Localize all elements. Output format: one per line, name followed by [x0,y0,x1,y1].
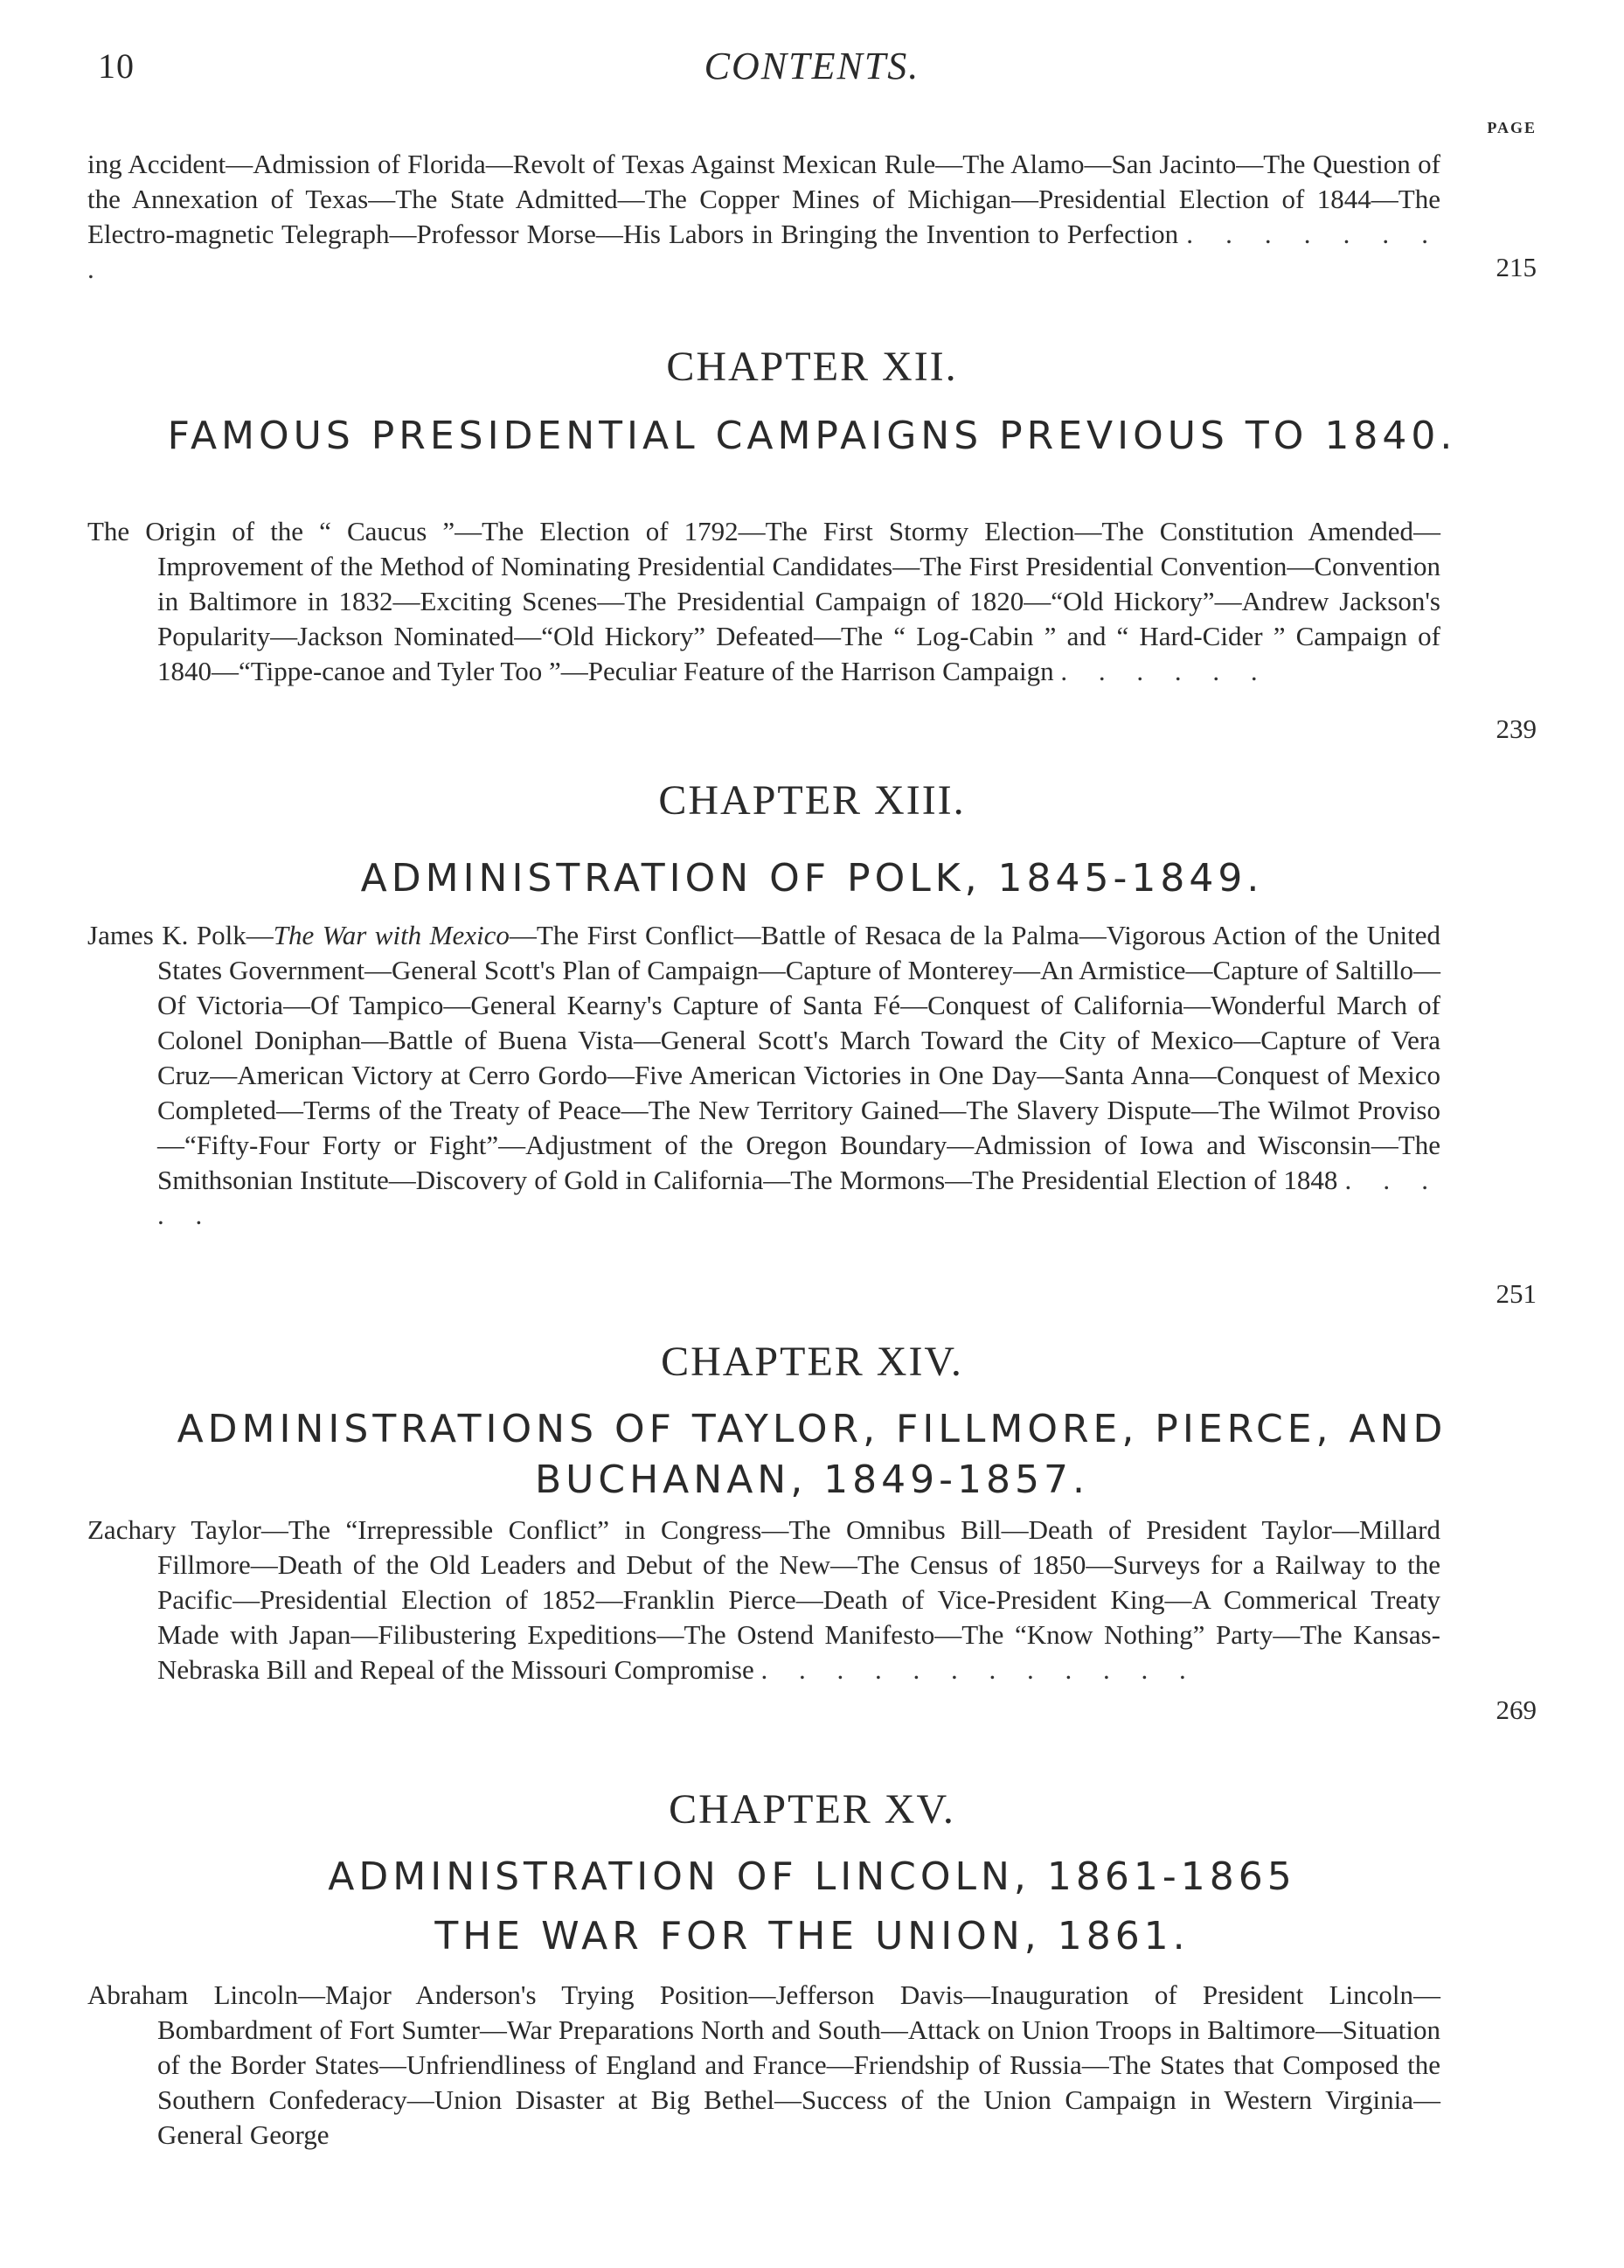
entry-summary: The Origin of the “ Caucus ”—The Election of 1792—The First Stormy Election—The Constitution Amended—Improvement of the Method of Nominating Presidential Candidates—The First Presidential Convention—Convention in Baltimore in 1832—Exciting Scenes—The Presidential Campaign of 1820—“Old Hickory”—Andrew Jackson's Popularity—Jackson Nominated—“Old Hickory” Defeated—The “ Log-Cabin ” and “ Hard-Cider ” Campaign of 1840—“Tippe-canoe and Tyler Too ”—Peculiar Feature of the Harrison Campaign [87,516,1440,686]
chapter-title: FAMOUS PRESIDENTIAL CAMPAIGNS PREVIOUS TO 1840. [167,414,1457,458]
chapter-title: ADMINISTRATION OF POLK, 1845-1849. [360,856,1264,901]
page-number: 10 [98,46,135,86]
chapter-subtitle: THE WAR FOR THE UNION, 1861. [434,1914,1190,1958]
chapter-heading: CHAPTER XII. [666,344,958,390]
chapter-title: ADMINISTRATION OF LINCOLN, 1861-1865 [328,1854,1296,1899]
dot-leaders: . . . . . . [1060,656,1270,686]
carry-over-entry [87,147,1537,287]
chapter-heading: CHAPTER XIV. [661,1339,963,1385]
entry-page-ref: 215 [1496,252,1537,282]
entry-summary: —The First Conflict—Battle of Resaca de la Palma—Vigorous Action of the United States Government—General Scott's Plan of Campaign—Capture of Monterey—An Armistice—Capture of Saltillo—Of Victoria—Of Tampico—General Kearny's Capture of Santa Fé—Conquest of California—Wonderful March of Colonel Doniphan—Battle of Buena Vista—General Scott's March Toward the City of Mexico—Capture of Vera Cruz—American Victory at Cerro Gordo—Five American Victories in One Day—Santa Anna—Conquest of Mexico Completed—Terms of the Treaty of Peace—The New Territory Gained—The Slavery Dispute—The Wilmot Proviso—“Fifty-Four Forty or Fight”—Adjustment of the Oregon Boundary—Admission of Iowa and Wisconsin—The Smithsonian Institute—Discovery of Gold in California—The Mormons—The Presidential Election of 1848 [157,920,1441,1195]
entry-summary-italic: The War with Mexico [273,920,510,950]
page-column-label: PAGE [1487,119,1537,136]
entry-summary: Zachary Taylor—The “Irrepressible Conflict” in Congress—The Omnibus Bill—Death of President Taylor—Millard Fillmore—Death of the Old Leaders and Debut of the New—The Census of 1850—Surveys for a Railway to the Pacific—Presidential Election of 1852—Franklin Pierce—Death of Vice-President King—A Commerical Treaty Made with Japan—Filibustering Expeditions—The Ostend Manifesto—The “Know Nothing” Party—The Kansas-Nebraska Bill and Repeal of the Missouri Compromise [87,1514,1440,1685]
entry-page-ref: 239 [1496,713,1537,744]
chapter-title: ADMINISTRATIONS OF TAYLOR, FILLMORE, PIERCE, AND BUCHANAN, 1849-1857. [177,1407,1447,1502]
chapter-entry [87,1513,1537,1725]
chapter-entry [87,918,1537,1309]
chapter-heading: CHAPTER XIII. [658,777,966,824]
dot-leaders: . . . . . . . . [87,219,1441,284]
chapter-entry [87,1978,1537,2153]
entry-summary: ing Accident—Admission of Florida—Revolt of Texas Against Mexican Rule—The Alamo—San Jacinto—The Question of the Annexation of Texas—The State Admitted—The Copper Mines of Michigan—Presidential Election of 1844—The Electro-magnetic Telegraph—Professor Morse—His Labors in Bringing the Invention to Perfection [87,149,1440,249]
entry-page-ref: 269 [1496,1694,1537,1725]
chapter-entry [87,514,1537,744]
running-head: CONTENTS. [704,45,920,87]
chapter-heading: CHAPTER XV. [669,1786,955,1833]
entry-summary: Abraham Lincoln—Major Anderson's Trying Position—Jefferson Davis—Inauguration of President Lincoln—Bombardment of Fort Sumter—War Preparations North and South—Attack on Union Troops in Baltimore—Situation of the Border States—Unfriendliness of England and France—Friendship of Russia—The States that Composed the Southern Confederacy—Union Disaster at Big Bethel—Success of the Union Campaign in Western Virginia—General George [87,1979,1440,2150]
dot-leaders: . . . . . [157,1165,1441,1230]
dot-leaders: . . . . . . . . . . . . [760,1654,1198,1685]
entry-page-ref: 251 [1496,1278,1537,1309]
entry-summary-lead: James K. Polk— [87,920,274,950]
